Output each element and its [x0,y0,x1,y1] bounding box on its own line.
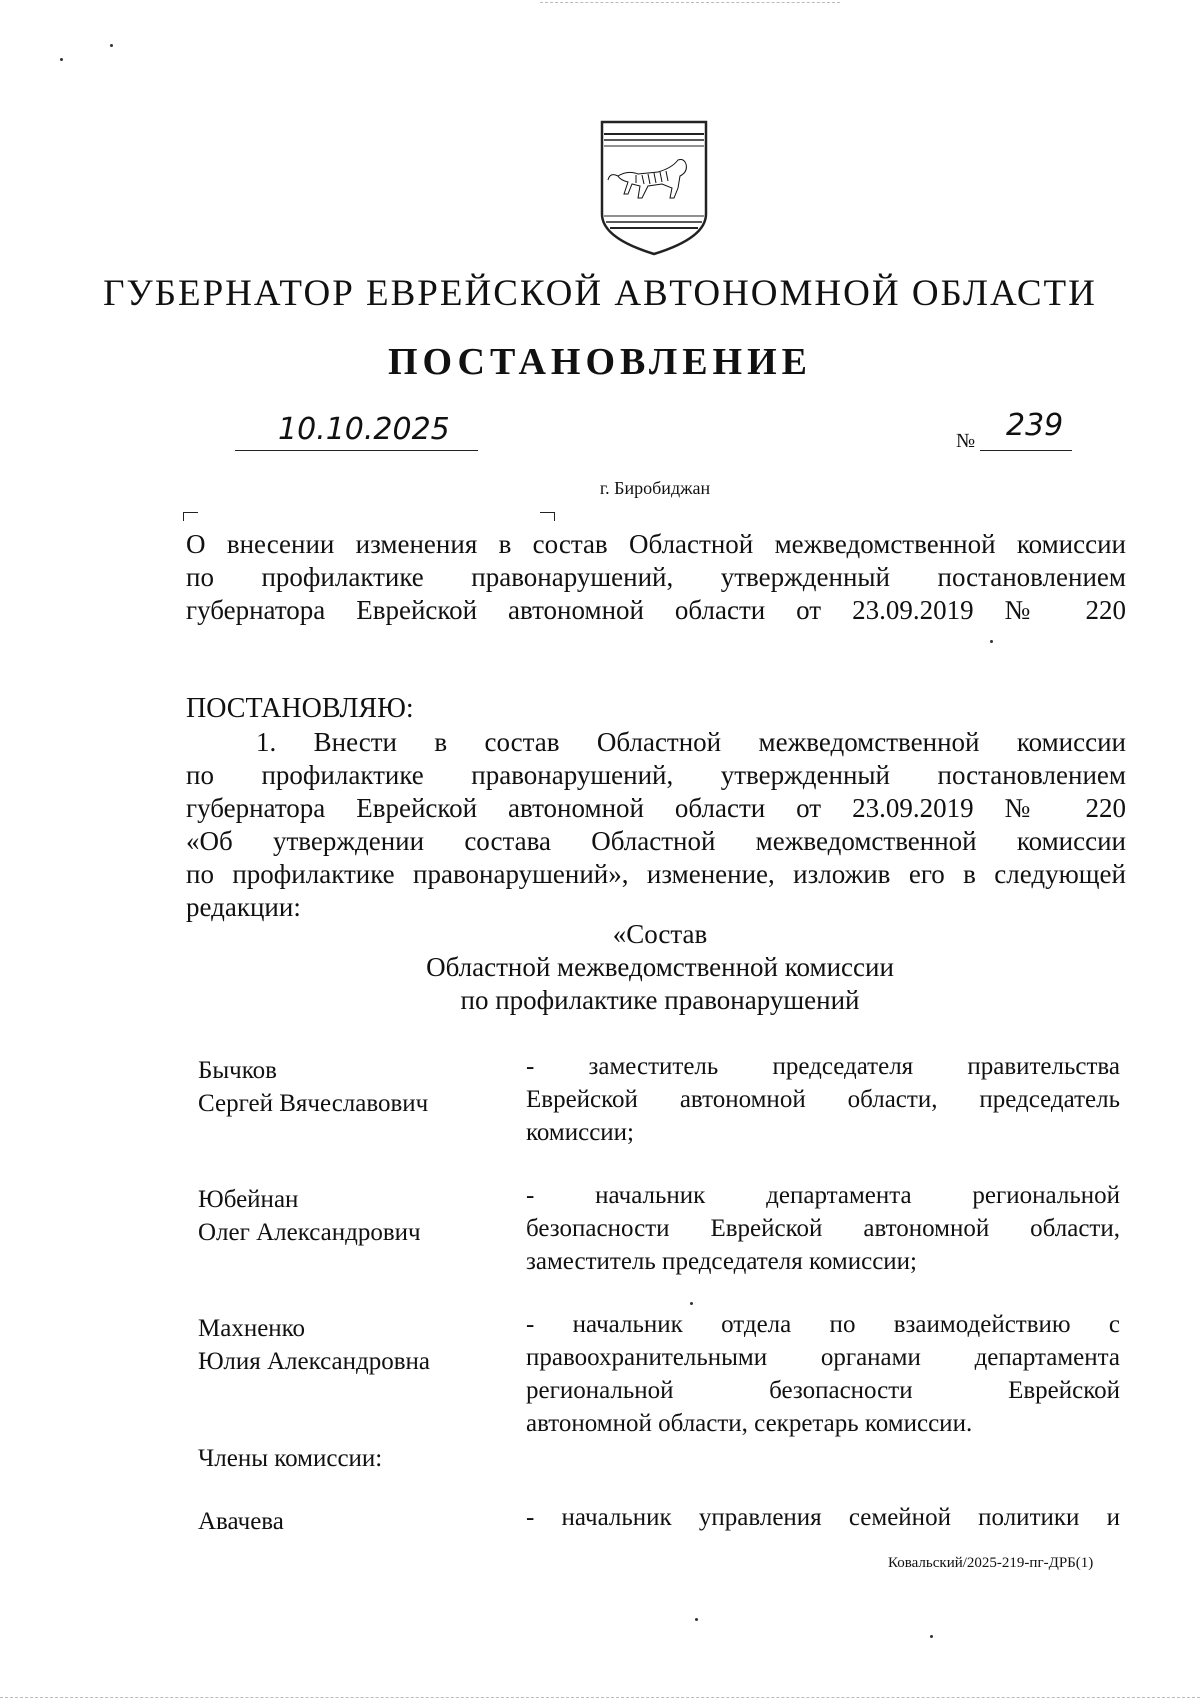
number-label: № [956,430,976,452]
paragraph-line: по профилактике правонарушений, утвержденный постановлением [186,760,1126,790]
scan-speck [60,58,63,61]
composition-title-line: «Состав [612,919,708,949]
paragraph-line: губернатора Еврейской автономной области от 23.09.2019 № 220 [186,793,1126,823]
member-given-names: Олег Александрович [198,1219,421,1246]
scan-speck [695,1618,698,1621]
document-type-title: ПОСТАНОВЛЕНИЕ [387,341,813,383]
role-line: - начальник управления семейной политики и [526,1504,1120,1531]
member-given-names: Сергей Вячеславович [198,1090,429,1117]
role-line: Еврейской автономной области, председатель [526,1086,1120,1113]
member-name [198,1183,421,1249]
subject-block [186,528,1126,627]
role-line: - начальник департамента региональной [526,1182,1120,1209]
member-role [526,1050,1120,1149]
role-line: комиссии; [526,1119,634,1146]
role-line: региональной безопасности Еврейской [526,1377,1120,1404]
subject-corner-mark-left [183,512,198,521]
subject-line: по профилактике правонарушений, утвержденный постановлением [186,562,1126,592]
member-role [526,1308,1120,1440]
scan-speck [690,1302,693,1305]
handwritten-number: 239 [1006,408,1064,443]
scan-edge-top [540,2,840,3]
document-code: Ковальский/2025-219-пг-ДРБ(1) [888,1555,1094,1571]
handwritten-date: 10.10.2025 [278,412,450,447]
member-surname: Юбейнан [198,1186,299,1213]
paragraph-line: 1. Внести в состав Областной межведомственной комиссии [256,727,1126,757]
member-surname: Бычков [198,1057,277,1084]
subject-line: О внесении изменения в состав Областной межведомственной комиссии [186,529,1126,559]
paragraph-line: «Об утверждении состава Областной межведомственной комиссии [186,826,1126,856]
role-line: заместитель председателя комиссии; [526,1248,918,1275]
member-surname: Махненко [198,1315,306,1342]
role-line: правоохранительными органами департамента [526,1344,1120,1371]
member-given-names: Юлия Александровна [198,1348,430,1375]
composition-title-line: по профилактике правонарушений [460,985,860,1015]
role-line: - начальник отдела по взаимодействию с [526,1311,1120,1338]
member-name [198,1054,428,1120]
subject-corner-mark-right [540,512,555,521]
number-underline [980,450,1072,451]
scan-edge-bottom [0,1697,1200,1698]
role-line: - заместитель председателя правительства [526,1053,1120,1080]
scan-speck [930,1635,933,1638]
role-line: автономной области, секретарь комиссии. [526,1410,973,1437]
member-surname: Авачева [198,1508,284,1535]
scan-speck [990,640,993,643]
composition-title [0,918,1200,1017]
role-line: безопасности Еврейской автономной области, [526,1215,1120,1242]
member-role [526,1501,1120,1534]
member-role [526,1179,1120,1278]
paragraph-line: по профилактике правонарушений», изменение, изложив его в следующей [186,859,1126,889]
composition-title-line: Областной межведомственной комиссии [426,952,894,982]
city-line: г. Биробиджан [599,478,711,498]
scan-speck [110,44,113,47]
coat-of-arms-emblem [598,118,710,258]
member-name [198,1312,430,1378]
date-underline [235,450,478,451]
members-heading: Члены комиссии: [198,1445,383,1472]
paragraph-line: редакции: [186,892,301,922]
subject-line: губернатора Еврейской автономной области от 23.09.2019 № 220 [186,595,1126,625]
decree-word: ПОСТАНОВЛЯЮ: [186,693,414,724]
paragraph-1 [186,726,1126,924]
issuing-authority: ГУБЕРНАТОР ЕВРЕЙСКОЙ АВТОНОМНОЙ ОБЛАСТИ [103,273,1097,314]
